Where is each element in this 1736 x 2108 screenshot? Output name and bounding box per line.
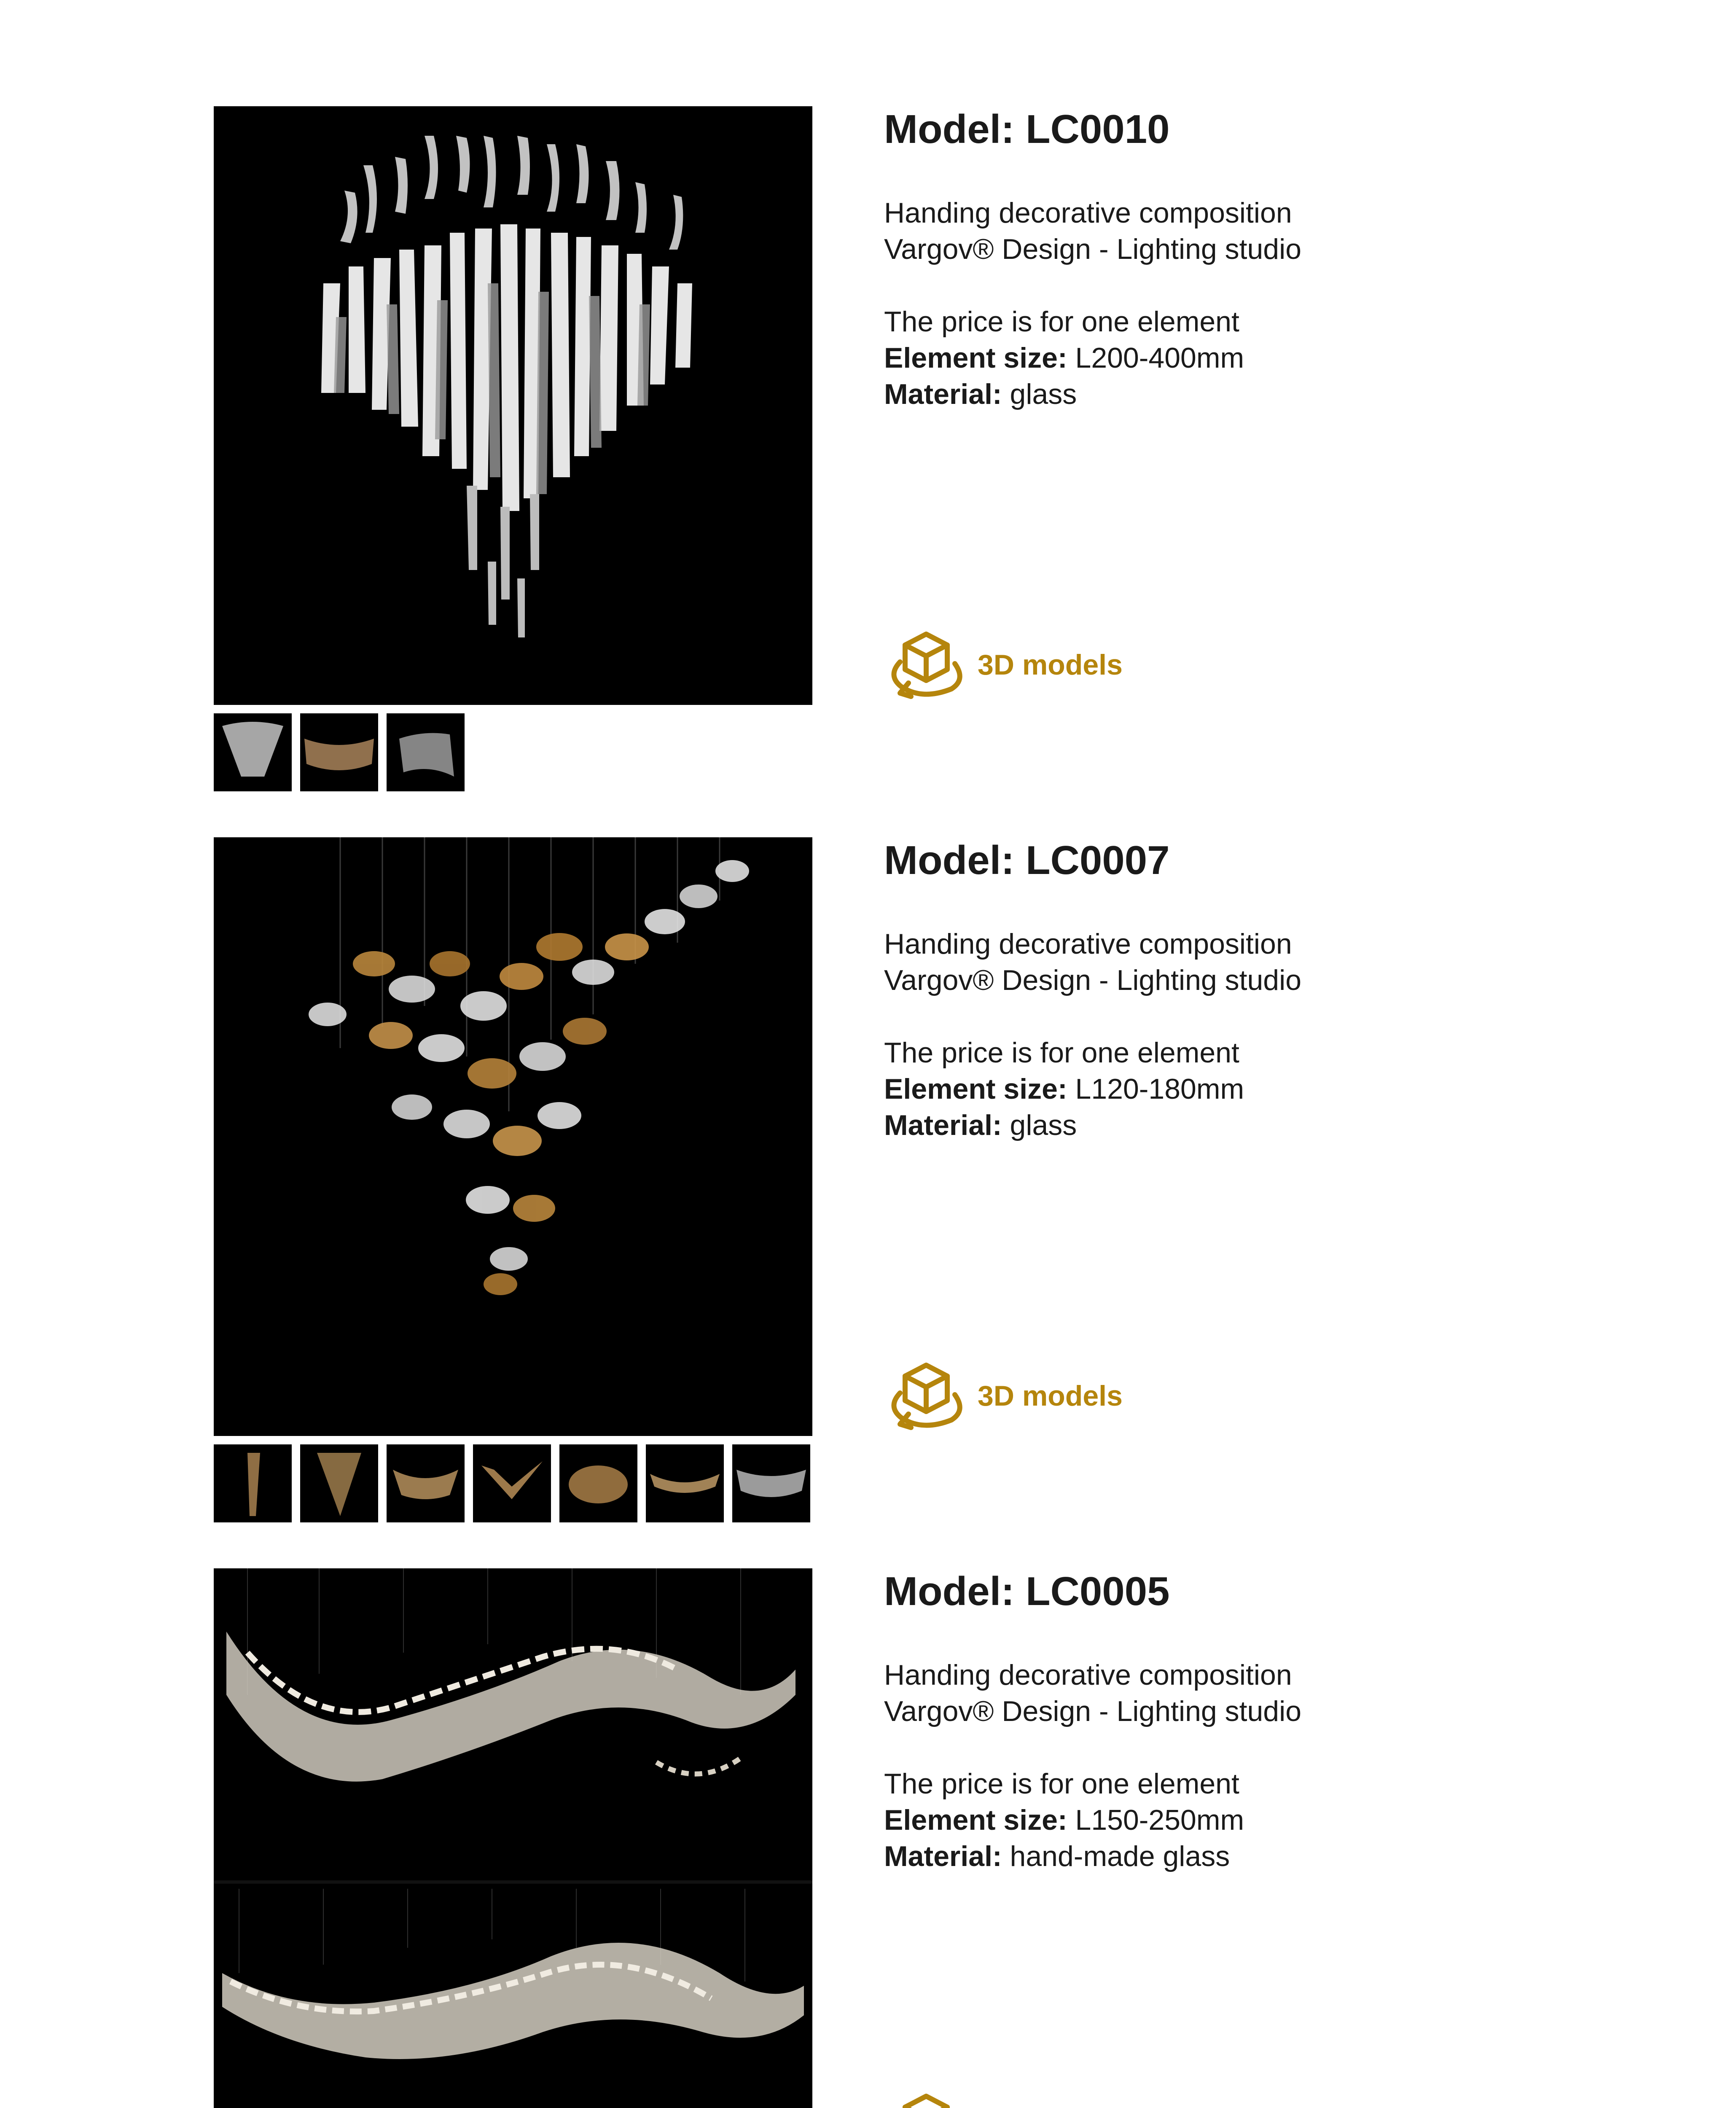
thumbnail[interactable] (300, 1444, 378, 1522)
material-value: glass (1002, 378, 1077, 410)
product-photo-lc0005[interactable] (214, 1568, 812, 2108)
description-line: Handing decorative composition (884, 928, 1292, 960)
product-description (884, 195, 1301, 412)
description-line: Handing decorative composition (884, 197, 1292, 229)
studio-line: Vargov® Design - Lighting studio (884, 1695, 1302, 1727)
wave-composition-image (214, 1568, 812, 2108)
element-size-label: Element size: (884, 342, 1067, 374)
element-size-label: Element size: (884, 1073, 1067, 1105)
material-label: Material: (884, 1109, 1002, 1141)
product-description (884, 926, 1301, 1143)
product-title: Model: LC0005 (884, 1569, 1170, 1614)
material-label: Material: (884, 378, 1002, 410)
element-size (884, 1071, 1301, 1107)
thumbnail[interactable] (473, 1444, 551, 1522)
product-description (884, 1657, 1301, 1874)
thumbnail[interactable] (646, 1444, 724, 1522)
material-label: Material: (884, 1840, 1002, 1872)
3d-cube-rotate-icon (884, 629, 968, 701)
description-line: Handing decorative composition (884, 1659, 1292, 1691)
element-size-value: L200-400mm (1067, 342, 1244, 374)
studio-line: Vargov® Design - Lighting studio (884, 233, 1302, 265)
thumbnail[interactable] (387, 713, 465, 791)
material-value: glass (1002, 1109, 1077, 1141)
material-value: hand-made glass (1002, 1840, 1230, 1872)
3d-models-link[interactable] (884, 629, 1123, 701)
price-note: The price is for one element (884, 306, 1239, 338)
3d-models-label: 3D models (978, 649, 1123, 681)
3d-models-link[interactable] (884, 1360, 1123, 1432)
material (884, 1838, 1301, 1874)
element-size (884, 340, 1301, 376)
thumbnail[interactable] (387, 1444, 465, 1522)
thumbnail[interactable] (559, 1444, 637, 1522)
element-size-label: Element size: (884, 1804, 1067, 1836)
thumbnail[interactable] (214, 713, 292, 791)
product-title: Model: LC0007 (884, 838, 1170, 883)
element-size-value: L120-180mm (1067, 1073, 1244, 1105)
thumbnail[interactable] (214, 1444, 292, 1522)
thumbnail[interactable] (732, 1444, 810, 1522)
element-size (884, 1802, 1301, 1838)
3d-cube-rotate-icon (884, 2091, 968, 2108)
studio-line: Vargov® Design - Lighting studio (884, 964, 1302, 996)
thumbnail[interactable] (300, 713, 378, 791)
element-size-value: L150-250mm (1067, 1804, 1244, 1836)
chandelier-image (214, 106, 812, 705)
material (884, 376, 1301, 412)
3d-models-link[interactable] (884, 2091, 1123, 2108)
product-title: Model: LC0010 (884, 107, 1170, 152)
price-note: The price is for one element (884, 1037, 1239, 1069)
material (884, 1107, 1301, 1143)
product-photo-lc0007[interactable] (214, 837, 812, 1436)
leaf-chandelier-image (214, 837, 812, 1436)
product-photo-lc0010[interactable] (214, 106, 812, 705)
3d-models-label: 3D models (978, 1380, 1123, 1412)
3d-cube-rotate-icon (884, 1360, 968, 1432)
price-note: The price is for one element (884, 1768, 1239, 1800)
